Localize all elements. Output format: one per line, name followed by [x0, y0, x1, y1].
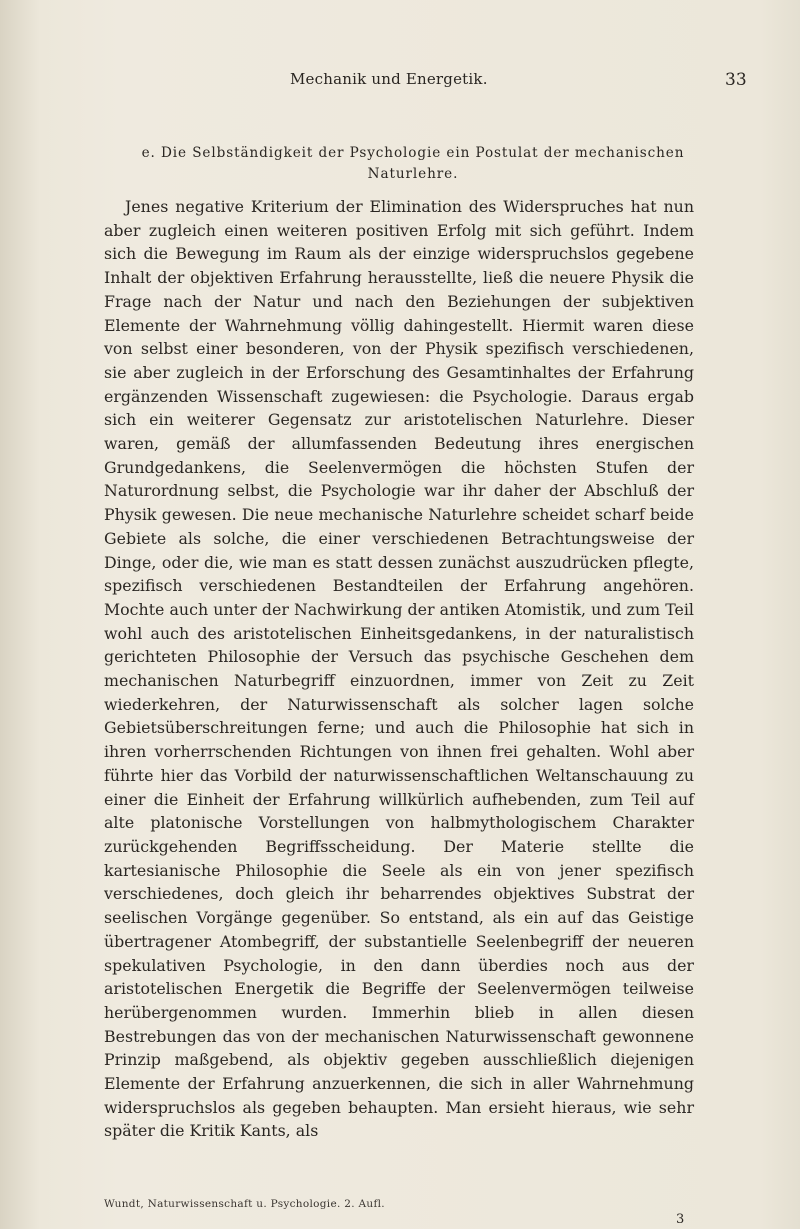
running-title: Mechanik und Energetik. — [290, 70, 488, 88]
page-number: 33 — [725, 70, 747, 90]
paragraph: Jenes negative Kriterium der Elimination des Widerspruches hat nun aber zugleich einen weiteren positiven Erfolg mit sich geführt. Indem sich die Bewegung im Raum als der einzige widerspruchslos gegebene Inhalt der objektiven Erfahrung herausstellte, ließ die neuere Physik die Frage nach der Natur und nach den Beziehungen der subjektiven Elemente der Wahrnehmung völlig dahingestellt. Hiermit waren diese von selbst einer besonderen, von der Physik spezifisch verschiedenen, sie aber zugleich in der Erforschung des Gesamtinhaltes der Erfahrung ergänzenden Wissenschaft zugewiesen: die Psychologie. Daraus ergab sich ein weiterer Gegensatz zur aristotelischen Naturlehre. Dieser waren, gemäß der allumfassenden Bedeutung ihres energischen Grundgedankens, die Seelenvermögen die höchsten Stufen der Naturordnung selbst, die Psychologie war ihr daher der Abschluß der Physik gewesen. Die neue mechanische Naturlehre scheidet scharf beide Gebiete als solche, die einer verschiedenen Betrachtungsweise der Dinge, oder die, wie man es statt dessen zunächst auszudrücken pflegte, spezifisch verschiedenen Bestandteilen der Erfahrung angehören. Mochte auch unter der Nachwirkung der antiken Atomistik, und zum Teil wohl auch des aristotelischen Einheitsgedankens, in der naturalistisch gerichteten Philosophie der Versuch das psychische Geschehen dem mechanischen Naturbegriff einzuordnen, immer von Zeit zu Zeit wiederkehren, der Naturwissenschaft als solcher lagen solche Gebietsüberschreitungen ferne; und auch die Philosophie hat sich in ihren vorherrschenden Richtungen von ihnen frei gehalten. Wohl aber führte hier das Vorbild der naturwissenschaftlichen Weltanschauung zu einer die Einheit der Erfahrung willkürlich aufhebenden, zum Teil auf alte platonische Vorstellungen von halbmythologischem Charakter zurückgehenden Begriffsscheidung. Der Materie stellte die kartesianische Philosophie die Seele als ein von jener spezifisch verschiedenes, doch gleich ihr beharrendes objektives Substrat der seelischen Vorgänge gegenüber. So entstand, als ein auf das Geistige übertragener Atombegriff, der substantielle Seelenbegriff der neueren spekulativen Psychologie, in den dann überdies noch aus der aristotelischen Energetik die Begriffe der Seelenvermögen teilweise herübergenommen wurden. Immerhin blieb in allen diesen Bestrebungen das von der mechanischen Naturwissenschaft gewonnene Prinzip maßgebend, als objektiv gegeben ausschließlich diejenigen Elemente der Erfahrung anzuerkennen, die sich in aller Wahrnehmung widerspruchslos als gegeben behaupten. Man ersieht hieraus, wie sehr später die Kritik Kants, als — [104, 197, 694, 1141]
signature-mark: 3 — [676, 1212, 685, 1227]
section-heading: e. Die Selbständigkeit der Psychologie ein Postulat der mechanischen Naturlehre. — [141, 145, 685, 182]
page-header — [0, 70, 800, 94]
body-text — [104, 195, 694, 1143]
footnote: Wundt, Naturwissenschaft u. Psychologie. 2. Aufl. — [104, 1198, 385, 1210]
